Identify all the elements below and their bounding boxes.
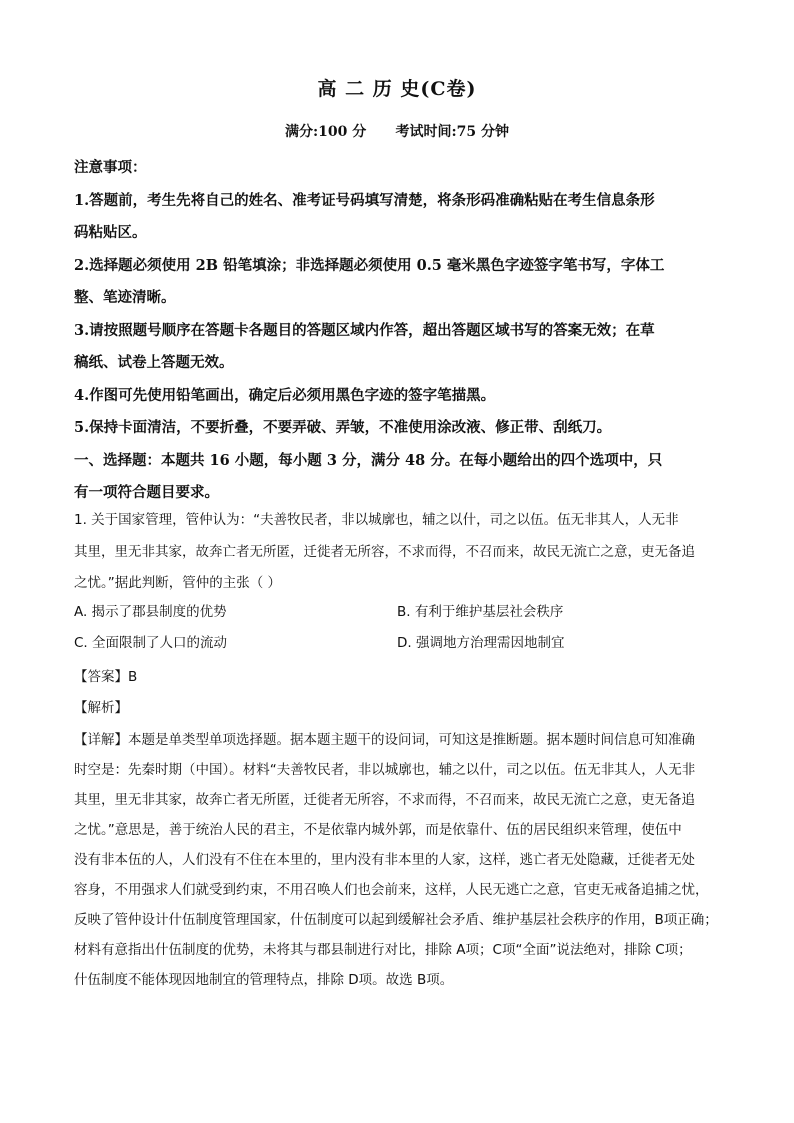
detail-line: 其里，里无非其家，故奔亡者无所匿，迁徙者无所容，不求而得，不召而来，故民无流亡之意，吏无备追 — [74, 791, 695, 808]
instructions-heading: 注意事项： — [74, 159, 147, 176]
detail-line: 之忧。”意思是，善于统治人民的君主，不是依靠内城外郭，而是依靠什、伍的居民组织来管理，使伍中 — [74, 821, 682, 838]
page-title: 高 二 历 史(C卷) — [317, 78, 477, 100]
detail-line: 没有非本伍的人，人们没有不住在本里的，里内没有非本里的人家，这样，逃亡者无处隐藏，迁徙者无处 — [74, 851, 695, 868]
detail-explanation — [74, 725, 724, 995]
analysis-tag: 【解析】 — [74, 700, 128, 716]
question-stem: 1. 关于国家管理，管仲认为：“夫善牧民者，非以城廓也，辅之以什，司之以伍。伍无非其人，人无非 — [74, 512, 679, 528]
detail-line: 材料有意指出什伍制度的优势，未将其与郡县制进行对比，排除 A项；C项“全面”说法绝对，排除 C项； — [74, 941, 692, 958]
detail-line: 【详解】本题是单类型单项选择题。据本题主题干的设问词，可知这是推断题。据本题时间信息可知准确 — [74, 731, 695, 748]
detail-line: 反映了管仲设计什伍制度管理国家，什伍制度可以起到缓解社会矛盾、维护基层社会秩序的作用，B项正确； — [74, 911, 718, 928]
instruction-line: 码粘贴区。 — [74, 224, 147, 241]
option-a: A. 揭示了郡县制度的优势 — [74, 603, 227, 620]
instructions — [74, 152, 724, 510]
options — [74, 600, 724, 662]
option-d: D. 强调地方治理需因地制宜 — [397, 634, 565, 651]
instruction-line: 稿纸、试卷上答题无效。 — [74, 354, 234, 371]
option-b: B. 有利于维护基层社会秩序 — [397, 603, 564, 620]
answer-value: B — [128, 668, 138, 685]
instruction-line: 2.选择题必须使用 2B 铅笔填涂；非选择题必须使用 0.5 毫米黑色字迹签字笔书写，字体工 — [74, 256, 665, 274]
instruction-line: 4.作图可先使用铅笔画出，确定后必须用黑色字迹的签字笔描黑。 — [74, 386, 496, 404]
instruction-line: 5.保持卡面清洁，不要折叠，不要弄破、弄皱，不准使用涂改液、修正带、刮纸刀。 — [74, 419, 612, 436]
instruction-line: 3.请按照题号顺序在答题卡各题目的答题区域内作答，超出答题区域书写的答案无效；在草 — [74, 321, 655, 339]
section-heading: 有一项符合题目要求。 — [74, 484, 219, 501]
instruction-line: 1.答题前，考生先将自己的姓名、准考证号码填写清楚，将条形码准确粘贴在考生信息条形 — [74, 191, 655, 209]
detail-line: 什伍制度不能体现因地制宜的管理特点，排除 D项。故选 B项。 — [74, 971, 454, 988]
question-1 — [74, 505, 724, 995]
question-stem: 其里，里无非其家，故奔亡者无所匿，迁徙者无所容，不求而得，不召而来，故民无流亡之意，吏无备追 — [74, 543, 695, 560]
detail-line: 时空是：先秦时期（中国）。材料“夫善牧民者，非以城廓也，辅之以什，司之以伍。伍无非其人，人无非 — [74, 761, 696, 778]
option-c: C. 全面限制了人口的流动 — [74, 634, 228, 651]
section-heading: 一、选择题：本题共 16 小题，每小题 3 分，满分 48 分。在每小题给出的四个选项中，只 — [74, 451, 663, 469]
answer-line — [74, 662, 724, 694]
instruction-line: 整、笔迹清晰。 — [74, 289, 176, 306]
question-stem: 之忧。”据此判断，管仲的主张（ ） — [74, 575, 282, 591]
detail-line: 容身，不用强求人们就受到约束，不用召唤人们也会前来，这样，人民无逃亡之意，官吏无戒备追捕之忧， — [74, 881, 709, 898]
exam-info: 满分:100 分 考试时间:75 分钟 — [284, 124, 510, 140]
answer-tag: 【答案】 — [74, 668, 128, 685]
